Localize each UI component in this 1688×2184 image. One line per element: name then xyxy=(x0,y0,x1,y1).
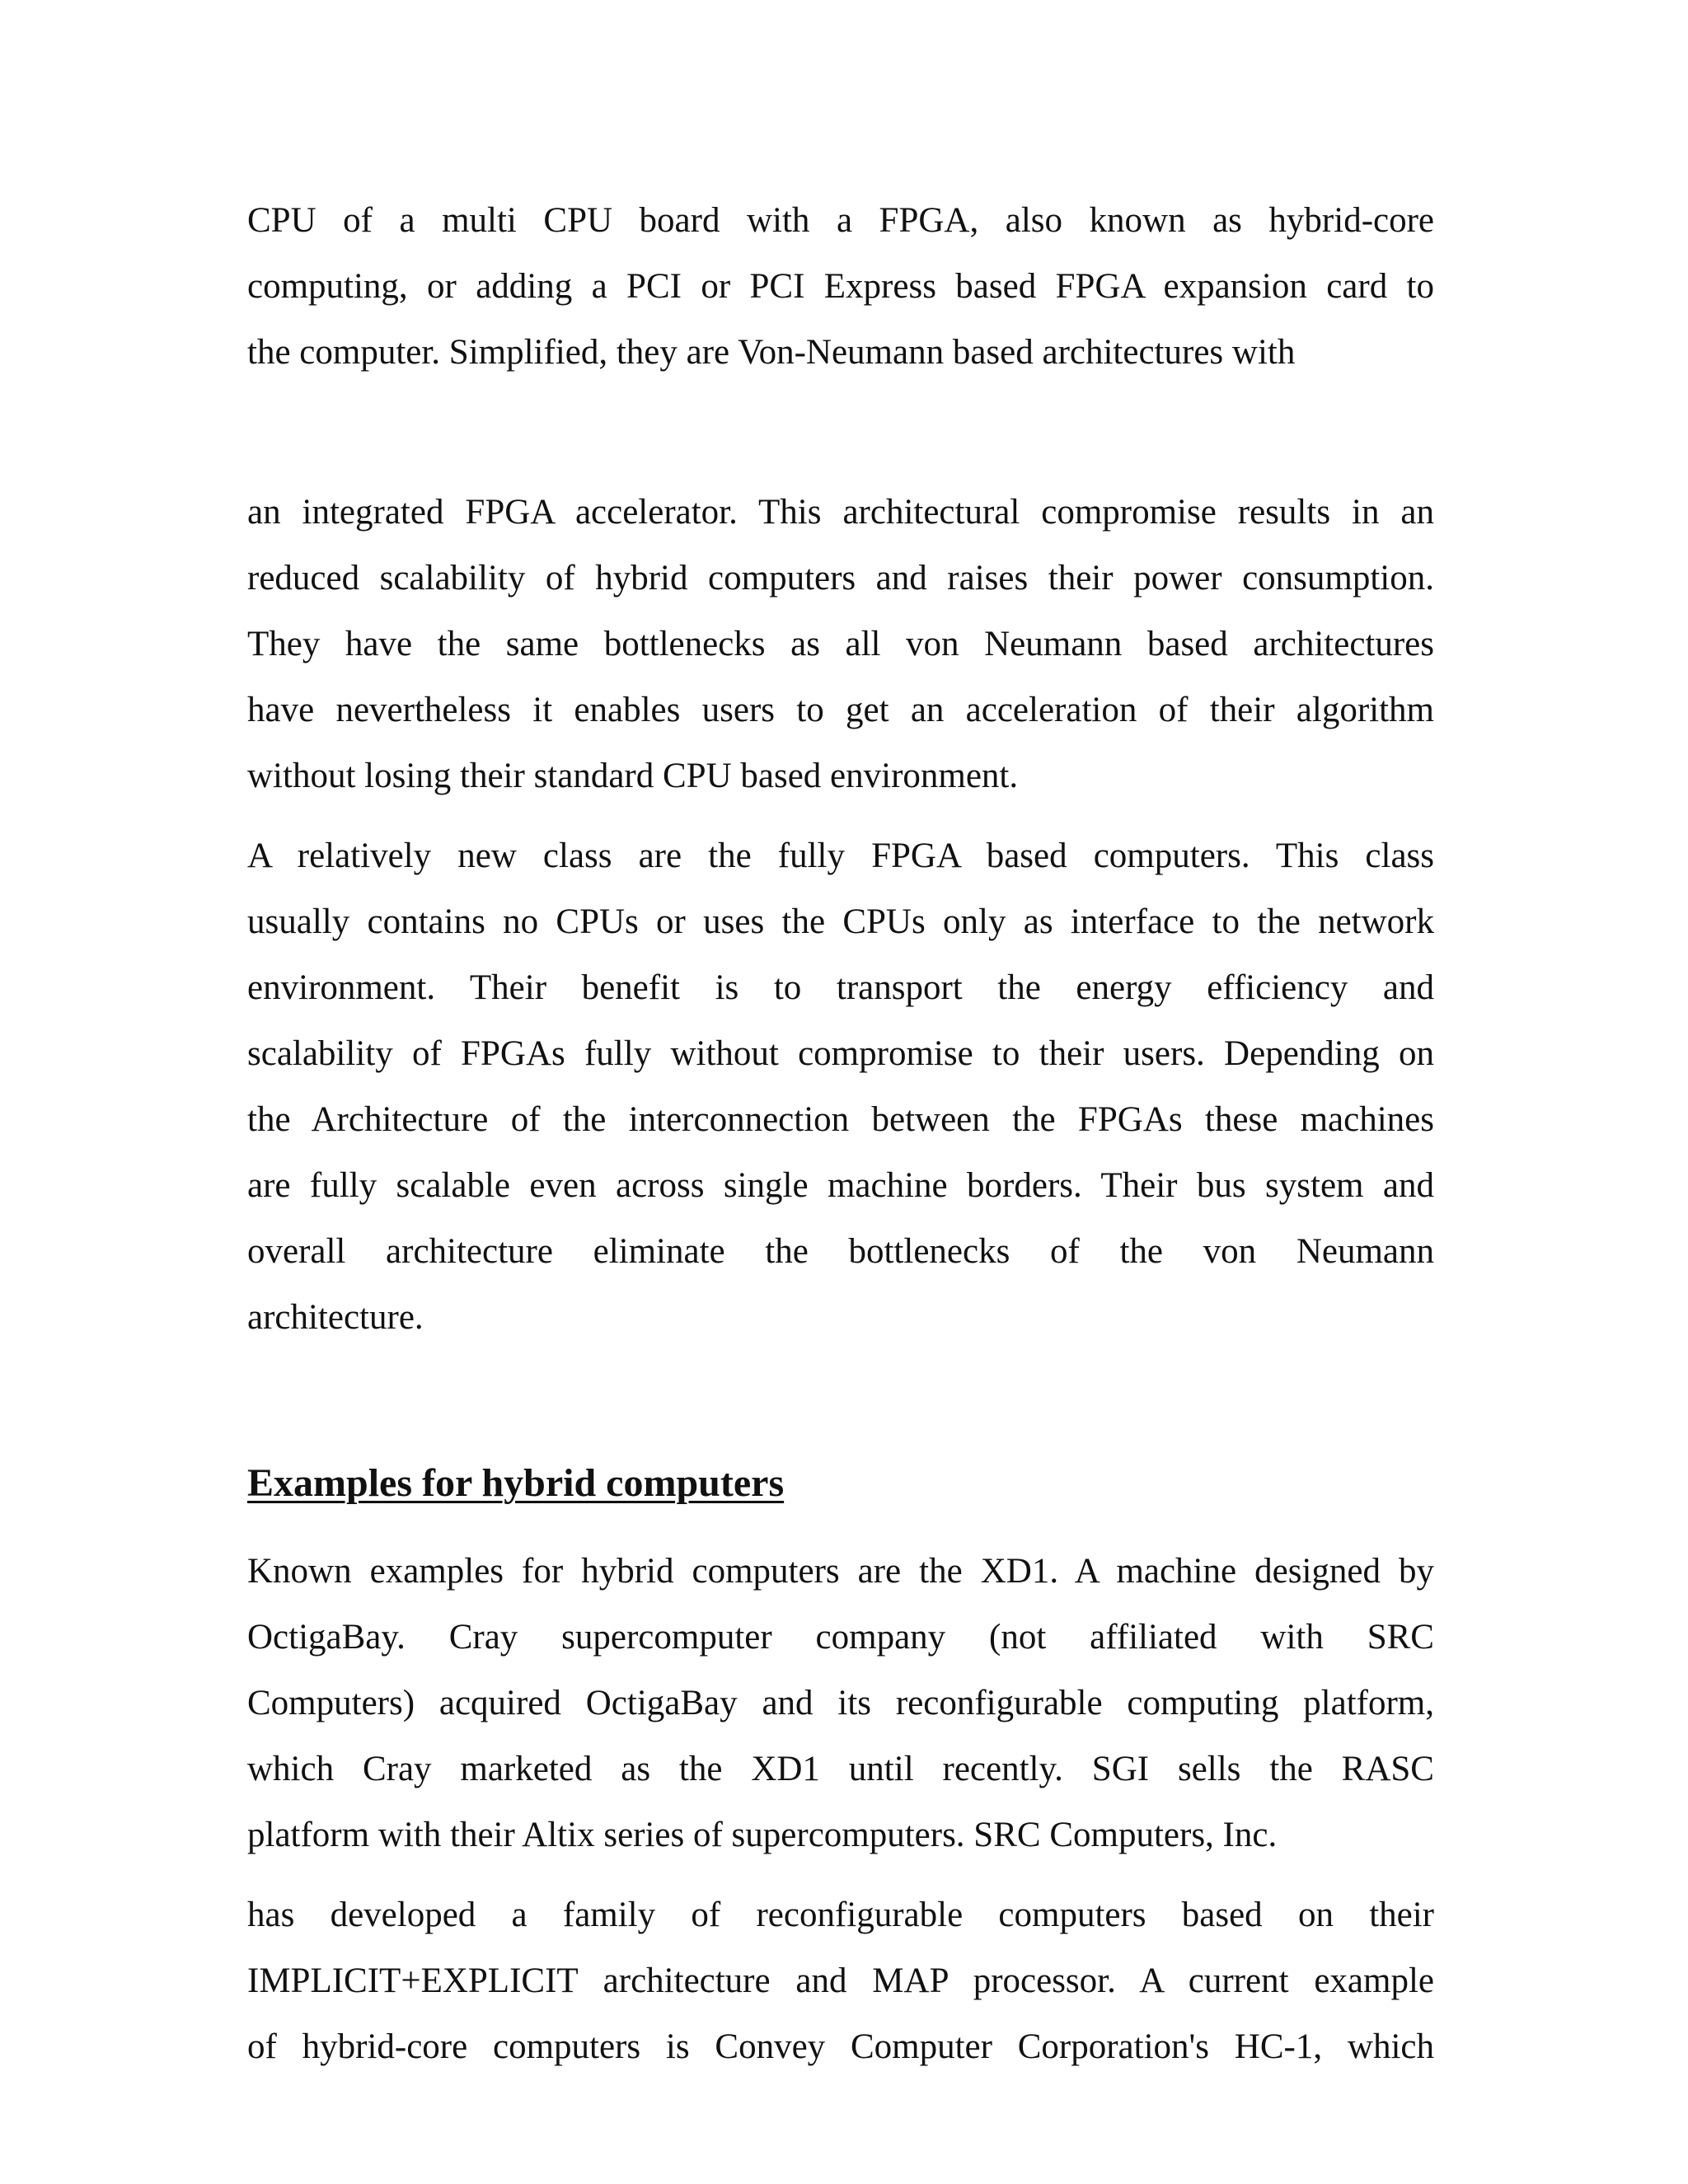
paragraph-line: without losing their standard CPU based environment. xyxy=(247,757,1019,795)
paragraph-line: computing, or adding a PCI or PCI Express based FPGA expansion card to xyxy=(247,267,1434,306)
paragraph-line: an integrated FPGA accelerator. This architectural compromise results in an xyxy=(247,493,1434,532)
paragraph-line: They have the same bottlenecks as all von Neumann based architectures xyxy=(247,625,1434,663)
paragraph-line: the Architecture of the interconnection between the FPGAs these machines xyxy=(247,1100,1434,1139)
section-heading: Examples for hybrid computers xyxy=(247,1461,785,1505)
paragraph-line: are fully scalable even across single machine borders. Their bus system and xyxy=(247,1166,1434,1205)
paragraph-line: IMPLICIT+EXPLICIT architecture and MAP processor. A current example xyxy=(247,1961,1434,2000)
paragraph-2 xyxy=(247,480,1434,809)
paragraph-line: the computer. Simplified, they are Von-Neumann based architectures with xyxy=(247,333,1296,372)
paragraph-line: architecture. xyxy=(247,1298,424,1337)
paragraph-line: reduced scalability of hybrid computers and raises their power consumption. xyxy=(247,559,1434,598)
paragraph-line: have nevertheless it enables users to get an acceleration of their algorithm xyxy=(247,691,1434,729)
paragraph-line: overall architecture eliminate the bottlenecks of the von Neumann xyxy=(247,1232,1434,1271)
paragraph-line: A relatively new class are the fully FPGA based computers. This class xyxy=(247,837,1434,875)
paragraph-1 xyxy=(247,188,1434,386)
paragraph-line: of hybrid-core computers is Convey Computer Corporation's HC-1, which xyxy=(247,2027,1434,2066)
paragraph-line: OctigaBay. Cray supercomputer company (not affiliated with SRC xyxy=(247,1618,1434,1657)
paragraph-4 xyxy=(247,1539,1434,1868)
paragraph-line: environment. Their benefit is to transport the energy efficiency and xyxy=(247,968,1434,1007)
paragraph-line: Computers) acquired OctigaBay and its reconfigurable computing platform, xyxy=(247,1684,1434,1722)
paragraph-3 xyxy=(247,823,1434,1351)
paragraph-line: platform with their Altix series of supercomputers. SRC Computers, Inc. xyxy=(247,1816,1278,1854)
paragraph-line: CPU of a multi CPU board with a FPGA, also known as hybrid-core xyxy=(247,201,1434,240)
paragraph-line: scalability of FPGAs fully without compromise to their users. Depending on xyxy=(247,1034,1434,1073)
paragraph-line: which Cray marketed as the XD1 until recently. SGI sells the RASC xyxy=(247,1750,1434,1788)
paragraph-5 xyxy=(247,1882,1434,2080)
paragraph-line: has developed a family of reconfigurable computers based on their xyxy=(247,1896,1434,1934)
paragraph-line: usually contains no CPUs or uses the CPUs only as interface to the network xyxy=(247,902,1434,941)
paragraph-line: Known examples for hybrid computers are the XD1. A machine designed by xyxy=(247,1552,1434,1591)
